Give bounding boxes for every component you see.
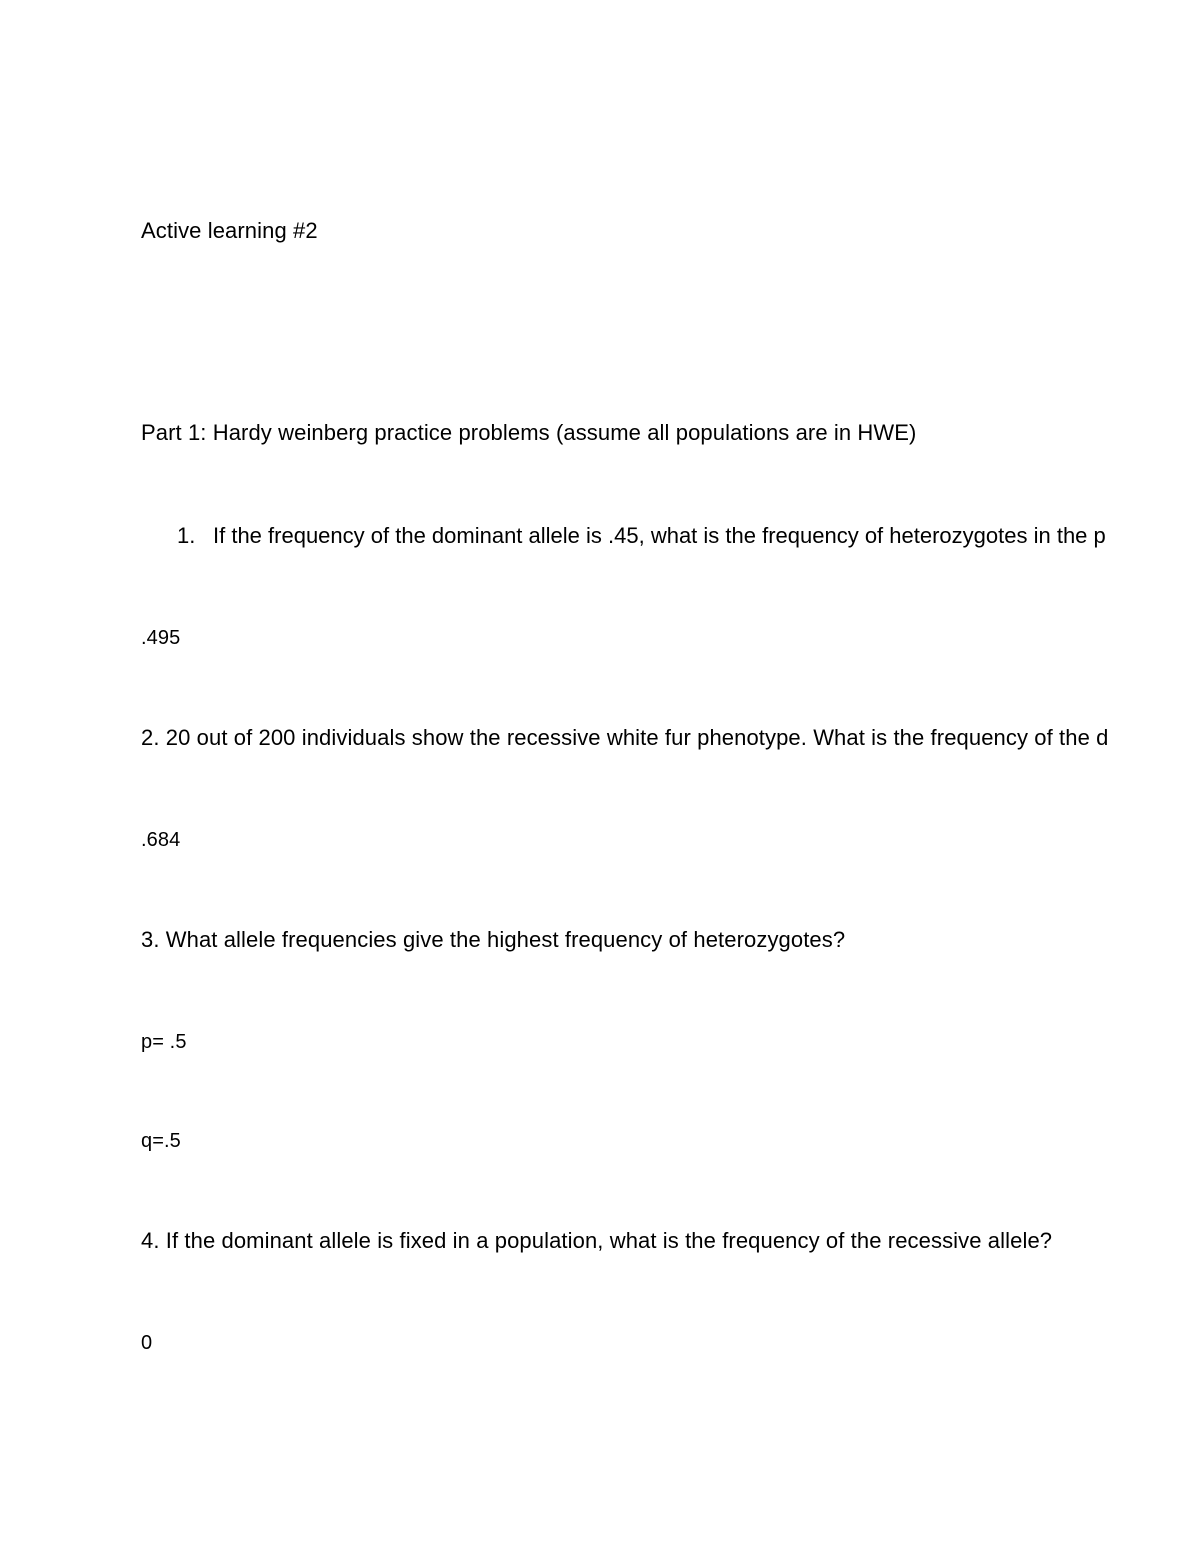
question-4-text: 4. If the dominant allele is fixed in a population, what is the frequency of the recessive allele? <box>141 1228 1053 1253</box>
part-heading: Part 1: Hardy weinberg practice problems (assume all populations are in HWE) <box>141 420 917 445</box>
document-title: Active learning #2 <box>141 218 318 243</box>
answer-4: 0 <box>141 1332 153 1354</box>
question-1-number: 1. <box>177 523 196 548</box>
question-2-text: 2. 20 out of 200 individuals show the recessive white fur phenotype. What is the frequency of the d <box>141 725 1109 750</box>
question-1-text: If the frequency of the dominant allele is .45, what is the frequency of heterozygotes in the p <box>213 523 1106 548</box>
answer-2: .684 <box>141 829 181 851</box>
answer-3-p: p= .5 <box>141 1031 187 1053</box>
question-3-text: 3. What allele frequencies give the highest frequency of heterozygotes? <box>141 927 846 952</box>
answer-1: .495 <box>141 627 181 649</box>
answer-3-q: q=.5 <box>141 1130 181 1152</box>
